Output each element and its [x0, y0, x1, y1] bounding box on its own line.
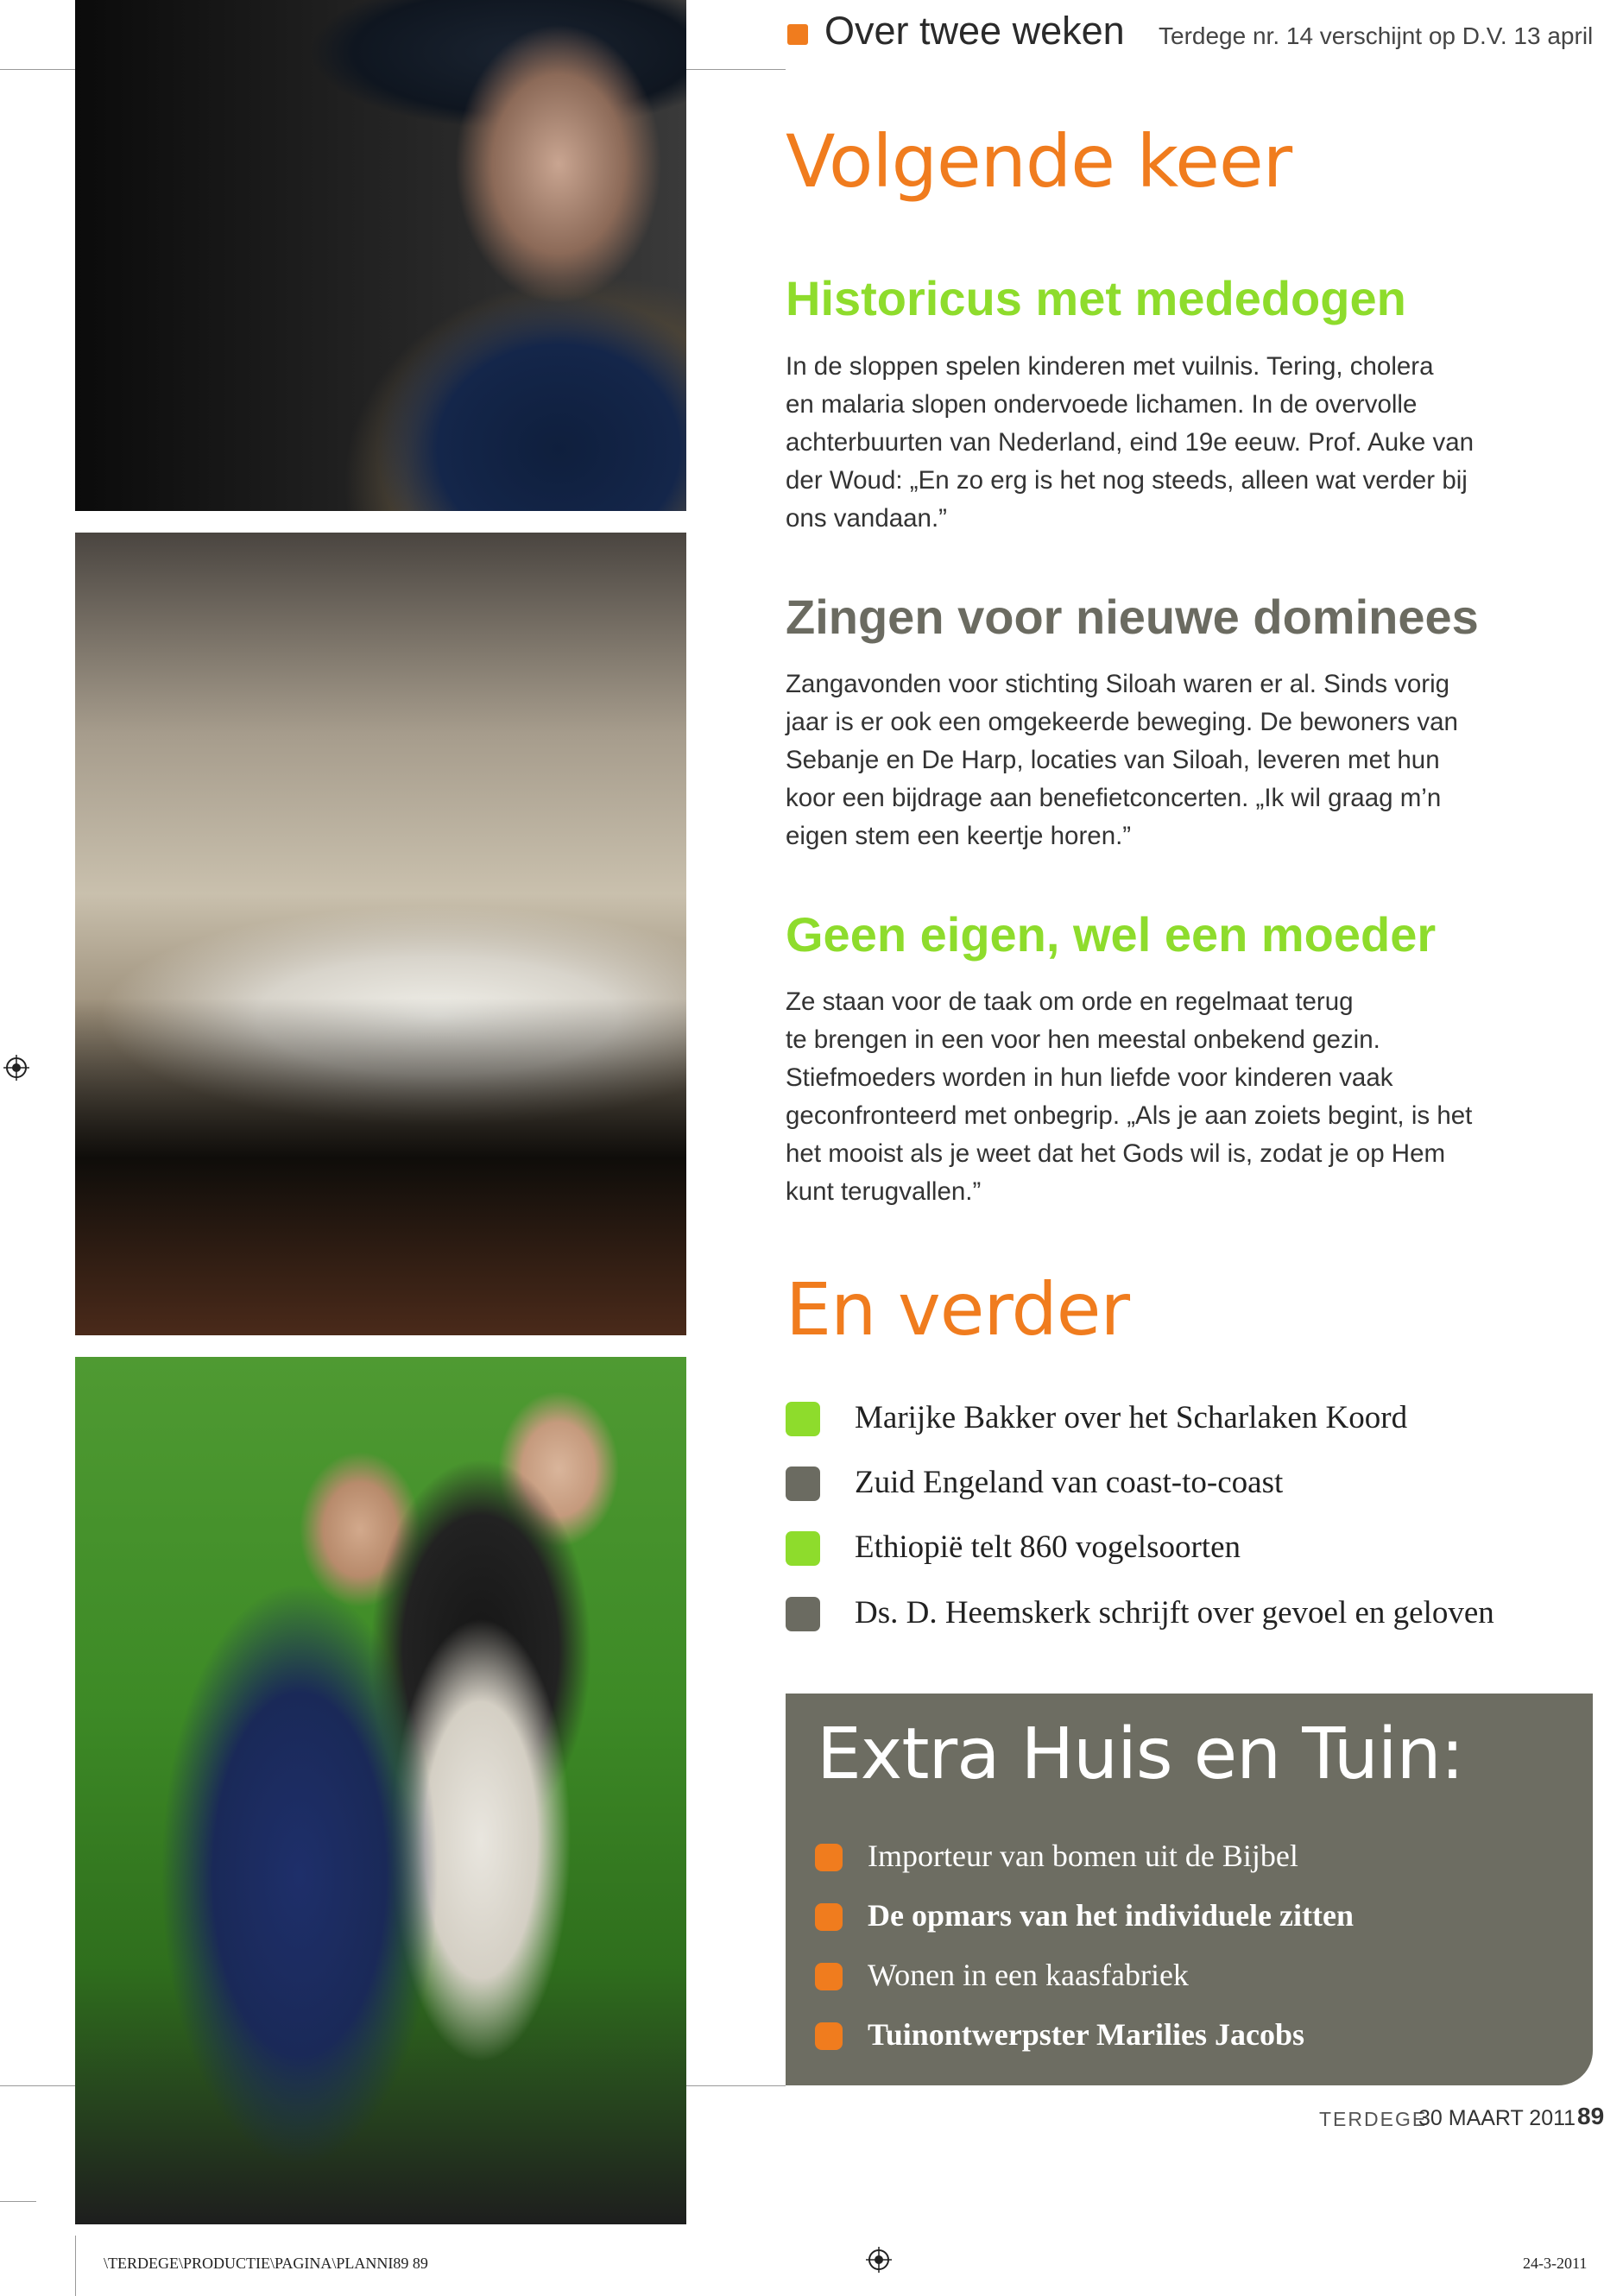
bullet-square-icon [815, 1844, 843, 1871]
article-line: ons vandaan.” [786, 504, 947, 533]
header-square-icon [787, 24, 808, 45]
crop-mark [75, 2236, 76, 2296]
bullet-square-icon [786, 1597, 820, 1631]
article-line: Stiefmoeders worden in hun liefde voor kinderen vaak [786, 1063, 1393, 1092]
photo-mother-and-daughter [75, 1357, 686, 2224]
article-body-historian [786, 348, 1528, 538]
article-line: jaar is er ook een omgekeerde beweging. De bewoners van [786, 708, 1458, 736]
bullet-square-icon [815, 1963, 843, 1990]
crop-mark [0, 2201, 36, 2202]
crop-mark [0, 2085, 76, 2086]
page-number: 89 [1577, 2103, 1604, 2129]
article-line: Sebanje en De Harp, locaties van Siloah, leveren met hun [786, 746, 1440, 774]
article-line: In de sloppen spelen kinderen met vuilnis. Tering, cholera [786, 352, 1434, 381]
article-title-historian: Historicus met mededogen [786, 271, 1406, 325]
extra-item: De opmars van het individuele zitten [868, 1898, 1354, 1933]
extra-item: Wonen in een kaasfabriek [868, 1958, 1189, 1992]
article-line: koor een bijdrage aan benefietconcerten. „Ik wil graag m’n [786, 784, 1442, 812]
article-line: Ze staan voor de taak om orde en regelmaat terug [786, 987, 1354, 1016]
article-line: achterbuurten van Nederland, eind 19e eeuw. Prof. Auke van [786, 428, 1475, 457]
registration-mark-icon [3, 1055, 29, 1081]
print-slug-date: 24-3-2011 [1523, 2255, 1588, 2272]
issue-note: Terdege nr. 14 verschijnt op D.V. 13 april [1159, 22, 1594, 49]
article-title-singing: Zingen voor nieuwe dominees [786, 590, 1479, 644]
further-heading: En verder [786, 1267, 1129, 1352]
photo-choir [75, 533, 686, 1335]
article-line: te brengen in een voor hen meestal onbekend gezin. [786, 1025, 1380, 1054]
bullet-square-icon [815, 1903, 843, 1931]
article-line: kunt terugvallen.” [786, 1177, 982, 1206]
further-item: Ds. D. Heemskerk schrijft over gevoel en geloven [855, 1595, 1494, 1631]
article-body-stepmother [786, 983, 1528, 1211]
photo-historian-portrait [75, 0, 686, 511]
extra-item: Importeur van bomen uit de Bijbel [868, 1839, 1298, 1873]
crop-mark [0, 69, 76, 70]
crop-mark [686, 69, 786, 70]
crop-mark [686, 2085, 786, 2086]
article-line: het mooist als je weet dat het Gods wil is, zodat je op Hem [786, 1139, 1446, 1168]
registration-mark-icon [866, 2247, 892, 2273]
footer-date: 30 MAART 2011 [1418, 2106, 1576, 2130]
extra-heading: Extra Huis en Tuin: [817, 1713, 1464, 1795]
article-line: eigen stem een keertje horen.” [786, 822, 1132, 850]
footer-magazine-name: TERDEGE [1319, 2108, 1428, 2130]
print-slug-path: \TERDEGE\PRODUCTIE\PAGINA\PLANNI89 89 [104, 2255, 428, 2272]
bullet-square-icon [786, 1402, 820, 1436]
next-time-heading: Volgende keer [786, 119, 1292, 204]
bullet-square-icon [786, 1467, 820, 1501]
extra-item: Tuinontwerpster Marilies Jacobs [868, 2017, 1305, 2052]
article-line: Zangavonden voor stichting Siloah waren er al. Sinds vorig [786, 670, 1450, 698]
article-title-stepmother: Geen eigen, wel een moeder [786, 907, 1437, 962]
article-body-singing [786, 665, 1528, 855]
bullet-square-icon [815, 2022, 843, 2050]
further-item: Zuid Engeland van coast-to-coast [855, 1465, 1284, 1500]
further-item: Marijke Bakker over het Scharlaken Koord [855, 1400, 1408, 1435]
section-header: Over twee weken [824, 9, 1125, 53]
article-line: en malaria slopen ondervoede lichamen. In de overvolle [786, 390, 1418, 419]
bullet-square-icon [786, 1531, 820, 1566]
article-line: geconfronteerd met onbegrip. „Als je aan zoiets begint, is het [786, 1101, 1473, 1130]
article-line: der Woud: „En zo erg is het nog steeds, alleen wat verder bij [786, 466, 1468, 495]
further-item: Ethiopië telt 860 vogelsoorten [855, 1530, 1241, 1565]
